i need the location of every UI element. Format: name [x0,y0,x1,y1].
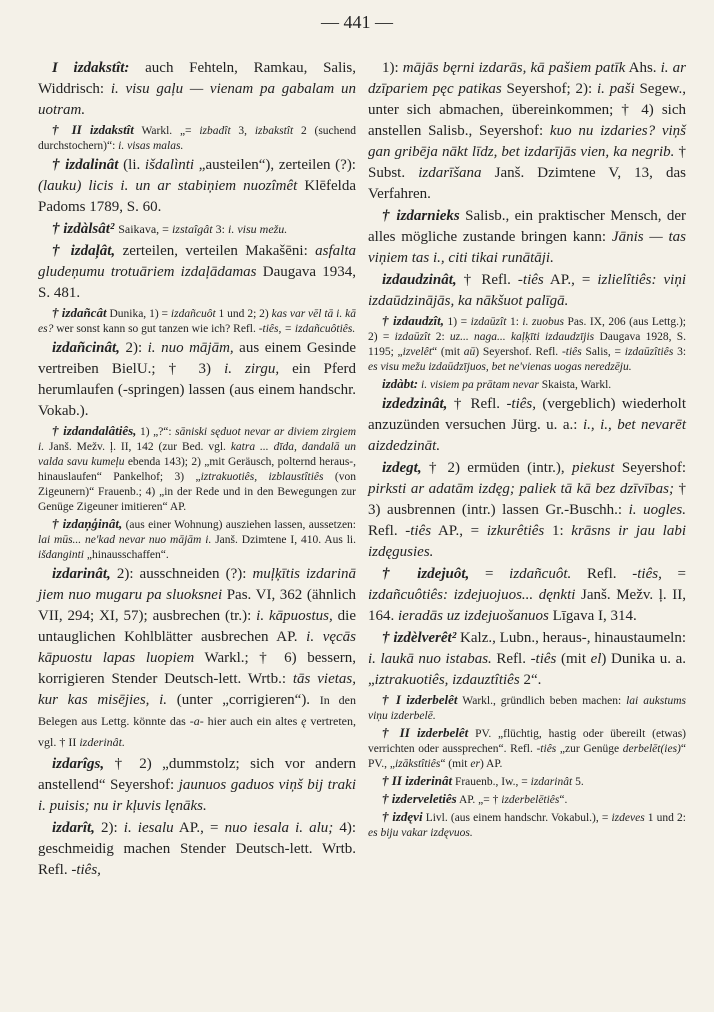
entry-headword: izdañcinât, [52,340,120,356]
dictionary-entry [38,564,356,753]
entry-body: 2): ausschneiden (?): muļķītis izdarinā jiem nuo mugaru pa sluoksnei Pas. VI, 362 (ähnlich VII, 294; XI, 57); ausbrechen (tr.): i. kāpuostus, die untauglichen Kohlblätter ausbrechen AP. i. vęcās kāpuostu lapas luopiem Warkl.; † 6) bessern, korrigieren Stender Deutsch-lett. Wrtb.: tās vietas, kur kas misējies, i. (unter „corrigieren“). In den Belegen aus Lettg. könnte das -a- hier auch ein altes ę vertreten, vgl. † II izderinât. [38,566,357,749]
entry-headword: † I izderbelêt [382,692,458,707]
entry-headword: † izdaņģinât, [52,516,123,531]
entry-headword: † izdęvi [382,809,423,824]
entry-body: † Refl. -tiês, (vergeblich) wiederholt anzuzünden versuchen Jürg. u. a.: i., i., bet nevarēt aizdedzināt. [368,396,687,454]
dictionary-entry [368,270,686,312]
dictionary-entry [368,692,686,724]
dictionary-entry [368,394,686,457]
dictionary-entry [368,206,686,269]
dictionary-entry [368,376,686,393]
entry-body: Warkl., gründlich beben machen: lai aukstums viņu izderbelē. [368,695,686,722]
dictionary-entry [368,458,686,563]
dictionary-entry [38,305,356,337]
entry-headword: † izdarnieks [382,208,460,224]
entry-body: = izdañcuôt. Refl. -tiês, = izdañcuôtiês: izdejuojuos... dęnkti Janš. Mežv. ļ. II, 164. ieradās uz izdejuošanuos Līgava I, 314. [368,566,686,624]
entry-headword: † II izderbelêt [382,725,469,740]
entry-body: † Refl. -tiês AP., = izlielîtiês: viņi izdaūdzinājās, ka nākšuot palīgā. [368,272,686,309]
entry-body: i. visiem pa prātam nevar Skaista, Warkl. [421,379,612,391]
dictionary-entry [368,791,686,808]
dictionary-entry [38,516,356,563]
entry-headword: izdaudzinât, [382,272,457,288]
dictionary-entry [38,122,356,154]
entry-body: 1): mājās bęrni izdarās, kā pašiem patīk Ahs. i. ar dzīpariem pęc patikas Seyershof; 2): i. paši Segew., unter sich abmachen, übereinkommen; † 4) sich anstellen Salisb., Seyershof: kuo nu izdaries? viņš gan gribēja nākt līdz, bet izdarījās vien, ka negrib. † Subst. izdarīšana Janš. Dzimtene V, 13, das Verfahren. [368,60,686,202]
dictionary-entry [368,809,686,841]
entry-headword: † izdàlsât² [52,221,115,237]
entry-body: 1) „?“: sāniski sęduot nevar ar diviem zirgiem i. Janš. Mežv. ļ. II, 142 (zur Bed. vgl. katra ... dīda, dandalā un valda savu kumeļu ebenda 143); 2) „mit Geräusch, polternd heraus-, hinauslaufen“ Pankelhof; 3) „iztrakuotiês, izblaustîtiês (von Zigeunern)“ Frauenb.; 4) „in der Rede und in den Bewegungen zur Genüge Zigeuner imitieren“ AP. [38,426,356,513]
entry-body: 1) = izdaūzît 1: i. zuobus Pas. IX, 206 (aus Lettg.); 2) = izdaūzît 2: uz... naga... kaļķīti izdaudzījis Daugava 1928, S. 1195; „izvelêt“ (mit aū) Seyershof. Refl. -tiês Salis, = izdaūzîtiês 3: es visu mežu izdaūdzījuos, bet ne'vienas uogas neredzēju. [368,316,687,373]
entry-headword: izdarît, [52,820,95,836]
dictionary-entry [38,155,356,218]
dictionary-entry [38,818,356,881]
entry-body: † 2) ermüden (intr.), piekust Seyershof: pirksti ar adatām izdęg; paliek tā kā bez dzīvības; † 3) ausbrennen (intr.) lassen Gr.-Buschh.: i. uogles. Refl. -tiês AP., = izkurêtiês 1: krāsns ir jau labi izdęgusies. [368,460,687,560]
entry-body: PV. „flüchtig, hastig oder übereilt (etwas) verrichten oder aussprechen“. Refl. -tiês „zur Genüge derbelēt(ies)“ PV., „izākstîtiês“ (mit er) AP. [368,728,686,770]
entry-body: Salisb., ein praktischer Mensch, der alles mögliche zustande bringen kann: Jānis — tas viņiem tas i., citi tikai runātāji. [368,208,686,266]
entry-headword: izdarîgs, [52,756,105,772]
dictionary-entry [38,58,356,121]
entry-headword: izdàbt: [382,376,419,391]
dictionary-entry [368,58,686,205]
entry-body: † 2) „dummstolz; sich vor andern anstellend“ Seyershof: jaunuos gaduos viņš bij traki i. puisis; nu ir kļuvis lęnāks. [38,756,357,814]
entry-body: Frauenb., Iw., = izdarinât 5. [454,776,584,788]
dictionary-entry [38,338,356,422]
dictionary-entry [38,219,356,240]
entry-headword: † II izderinât [382,773,453,788]
entry-headword: † izdejuôt, [382,566,470,582]
entry-headword: † II izdakstît [52,122,134,137]
entry-body: zerteilen, verteilen Makašēni: asfalta gludeņumu trotuāriem izdaļādamas Daugava 1934, S. 481. [38,243,357,301]
dictionary-entry [368,564,686,627]
dictionary-entry [38,241,356,304]
entry-body: Warkl. „= izbadît 3, izbakstît 2 (suchend durchstochern)“: i. visas malas. [38,125,356,152]
entry-body: (aus einer Wohnung) ausziehen lassen, aussetzen: lai mūs... ne'kad nevar nuo mājām i. Janš. Dzimtene I, 410. Aus li. išdanginti „hinausschaffen“. [38,519,356,561]
entry-headword: † izdèlverêt² [382,630,457,646]
entry-headword: † izdañcât [52,305,107,320]
entry-headword: † izdaudzît, [382,313,444,328]
dictionary-entry [38,754,356,817]
dictionary-entry [368,725,686,772]
entry-body: 2): i. iesalu AP., = nuo iesala i. alu; 4): geschmeidig machen Stender Deutsch-lett. Wrtb. Refl. -tiês, [38,820,357,878]
entry-headword: izdegt, [382,460,422,476]
entry-body: 2): i. nuo mājām, aus einem Gesinde vertreiben BielU.; † 3) i. zirgu, ein Pferd herumlaufen (-springen) lassen (aus einem handschr. Vokab.). [38,340,357,419]
dictionary-entry [368,628,686,691]
left-column [38,58,356,882]
entry-body: Livl. (aus einem handschr. Vokabul.), = izdeves 1 und 2: es biju vakar izdęvuos. [368,812,686,839]
right-column [368,58,686,842]
entry-headword: izdarinât, [52,566,111,582]
entry-headword: † izdalinât [52,157,119,173]
page-number: — 441 — [321,12,393,32]
entry-body: Saikava, = izstaîgât 3: i. visu mežu. [118,222,288,236]
dictionary-entry [368,773,686,790]
entry-headword: I izdakstît: [52,60,130,76]
entry-body: Dunika, 1) = izdañcuôt 1 und 2; 2) kas var vēl tā i. kā es? wer sonst kann so gut tanzen wie ich? Refl. -tiês, = izdañcuôtiês. [38,308,356,335]
dictionary-entry [38,423,356,515]
entry-headword: † izdaļât, [52,243,116,259]
entry-body: Kalz., Lubn., heraus-, hinaustaumeln: i. laukā nuo istabas. Refl. -tiês (mit el) Dunika u. a. „iztrakuotiês, izdauztîtiês 2“. [368,630,687,688]
dictionary-entry [368,313,686,375]
entry-headword: † izderveletiês [382,791,457,806]
entry-body: (li. išdalìnti „austeilen“), zerteilen (?): (lauku) licis i. un ar stabiņiem nuozîmêt Klēfelda Padoms 1789, S. 60. [38,157,357,215]
entry-body: auch Fehteln, Ramkau, Salis, Widdrisch: i. visu gaļu — vienam pa gabalam un uotram. [38,60,356,118]
entry-headword: † izdandalâtiês, [52,423,137,438]
entry-headword: izdedzinât, [382,396,448,412]
entry-body: AP. „= † izderbelētiês“. [458,794,568,806]
